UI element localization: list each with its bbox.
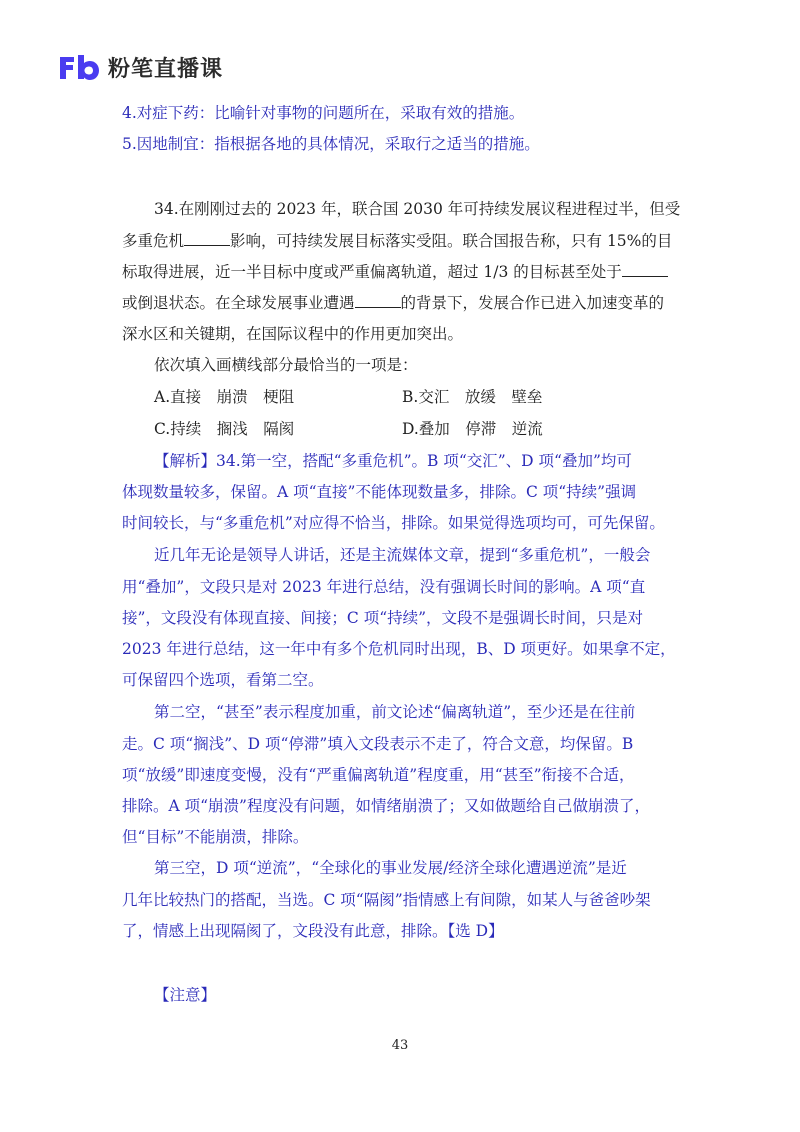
- option-d: D.叠加 停滞 逆流: [402, 420, 543, 438]
- analysis-line: 第三空，D 项“逆流”，“全球化的事业发展/经济全球化遭遇逆流”是近: [154, 859, 627, 877]
- question-line-3: [122, 257, 668, 287]
- analysis-line: 可保留四个选项，看第二空。: [122, 671, 324, 689]
- answer-blank-2: [622, 260, 668, 277]
- question-text: 标取得进展，近一半目标中度或严重偏离轨道，超过 1/3 的目标甚至处于: [122, 263, 622, 281]
- analysis-line: 用“叠加”，文段只是对 2023 年进行总结，没有强调长时间的影响。A 项“直: [122, 578, 646, 596]
- note-heading: 【注意】: [154, 986, 217, 1004]
- analysis-line: 时间较长，与“多重危机”对应得不恰当，排除。如果觉得选项均可，可先保留。: [122, 514, 665, 532]
- question-line-4: [122, 288, 664, 318]
- definition-item-4: 4.对症下药：比喻针对事物的问题所在，采取有效的措施。: [122, 104, 525, 122]
- answer-blank-1: [184, 229, 230, 246]
- option-b: B.交汇 放缓 壁垒: [402, 388, 543, 406]
- fenbi-logo-icon: [58, 53, 102, 81]
- option-c: C.持续 搁浅 隔阂: [154, 420, 295, 438]
- question-text: 多重危机: [122, 232, 185, 250]
- question-text: 影响，可持续发展目标落实受阻。联合国报告称，只有 15%的目: [230, 232, 673, 250]
- option-a: A.直接 崩溃 梗阻: [154, 388, 295, 406]
- question-prompt: 依次填入画横线部分最恰当的一项是：: [154, 356, 418, 374]
- analysis-line: 体现数量较多，保留。A 项“直接”不能体现数量多，排除。C 项“持续”强调: [122, 483, 637, 501]
- question-text: 的背景下，发展合作已进入加速变革的: [400, 294, 665, 312]
- brand-logo: [58, 52, 223, 82]
- brand-name: 粉笔直播课: [108, 56, 224, 82]
- question-line-2: [122, 226, 672, 256]
- analysis-line: 近几年无论是领导人讲话，还是主流媒体文章，提到“多重危机”，一般会: [154, 546, 651, 564]
- analysis-line: 2023 年进行总结，这一年中有多个危机同时出现，B、D 项更好。如果拿不定，: [122, 640, 676, 658]
- analysis-line: 【解析】34.第一空，搭配“多重危机”。B 项“交汇”、D 项“叠加”均可: [154, 452, 632, 470]
- question-line-1: 34.在刚刚过去的 2023 年，联合国 2030 年可持续发展议程进程过半，但受: [154, 200, 681, 218]
- definition-item-5: 5.因地制宜：指根据各地的具体情况，采取行之适当的措施。: [122, 135, 540, 153]
- analysis-line: 接”，文段没有体现直接、间接；C 项“持续”，文段不是强调长时间，只是对: [122, 609, 644, 627]
- analysis-line: 项“放缓”即速度变慢，没有“严重偏离轨道”程度重，用“甚至”衔接不合适，: [122, 766, 635, 784]
- analysis-line: 走。C 项“搁浅”、D 项“停滞”填入文段表示不走了，符合文意，均保留。B: [122, 735, 634, 753]
- analysis-line: 第二空，“甚至”表示程度加重，前文论述“偏离轨道”，至少还是在往前: [154, 703, 636, 721]
- analysis-line: 几年比较热门的搭配，当选。C 项“隔阂”指情感上有间隙，如某人与爸爸吵架: [122, 891, 651, 909]
- analysis-line: 排除。A 项“崩溃”程度没有问题，如情绪崩溃了；又如做题给自己做崩溃了，: [122, 797, 650, 815]
- answer-blank-3: [355, 291, 401, 308]
- analysis-line: 了，情感上出现隔阂了，文段没有此意，排除。【选 D】: [122, 922, 504, 940]
- question-text: 或倒退状态。在全球发展事业遭遇: [122, 294, 355, 312]
- analysis-line: 但“目标”不能崩溃，排除。: [122, 828, 309, 846]
- question-line-5: 深水区和关键期，在国际议程中的作用更加突出。: [122, 325, 464, 343]
- page-number: 43: [391, 1038, 409, 1053]
